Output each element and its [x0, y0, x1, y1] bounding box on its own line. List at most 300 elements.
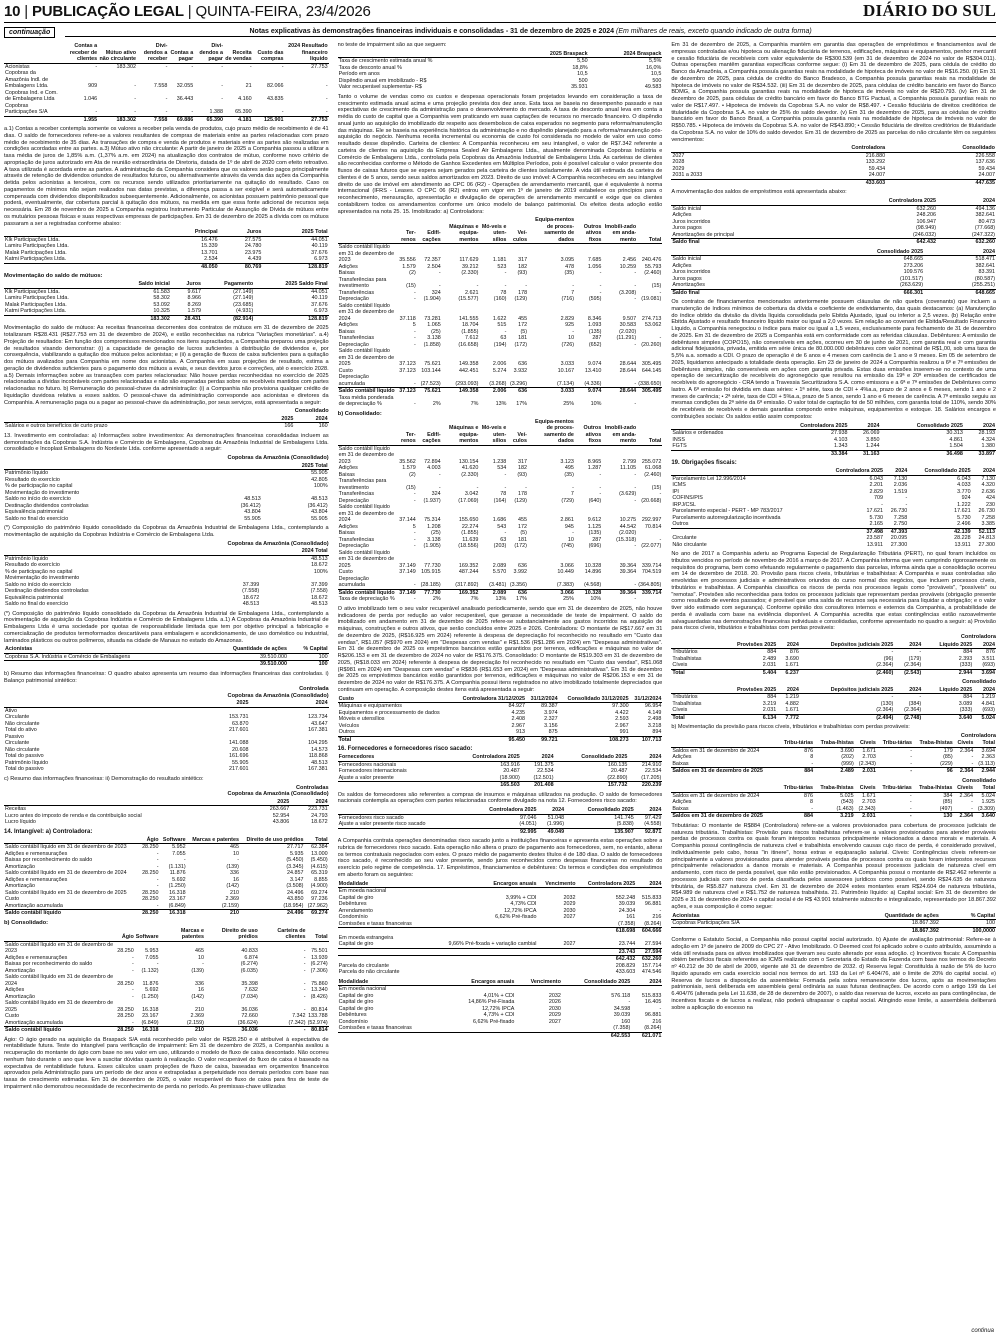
table-cell: 21: [245, 83, 252, 89]
table-row: [338, 445, 663, 465]
table-cell: 876: [985, 649, 995, 655]
table-cell: 9.074: [575, 388, 602, 395]
table-cell: -: [634, 497, 637, 504]
column-header: 2024: [294, 416, 328, 423]
table-cell: 5.404: [717, 669, 777, 676]
column-header: [671, 423, 763, 430]
table-cell: 4.235: [511, 709, 525, 716]
table-cell: (2.460): [644, 270, 662, 277]
table-cell: 100%: [313, 568, 328, 575]
table-cell: 2030: [548, 1005, 561, 1012]
table-cell: 28.250: [142, 844, 159, 850]
table-row: [338, 1032, 663, 1039]
investment-2024-note: (*) Composição do patrimônio líquido consolidado da Copobras da Amazônia Industrial de Embalagens Ltda., contemplando a movimentação de aquisição da Copobras Indústria e Comércio de Embalagens Ltda. a.1) A Copobras da Amazônia Industrial de Embalagens Ltda é uma sociedade por quotas de responsabilidade limitada que tem por objetivo principal a fabricação e comercialização de produtos termoformados descartáveis para embalagem e acondicionamento, de uso doméstico ou industrial, laminados plásticos ou outros polímeros, situada na cidade de Manaus no estado do Amazonas.: [4, 610, 329, 644]
table-cell: (139): [191, 967, 204, 974]
row-label: Condomínio: [338, 914, 368, 920]
table-row: [338, 388, 663, 395]
table-cell: 10: [567, 536, 574, 543]
table-cell: -: [599, 289, 602, 296]
table-cell: -: [191, 109, 194, 115]
table-row: [4, 70, 329, 90]
table-cell: 500: [578, 77, 588, 84]
row-label: Tributários: [672, 694, 698, 700]
column-header: [338, 217, 397, 244]
table-cell: 4.439: [247, 256, 262, 263]
table-row: [671, 475, 996, 482]
table-cell: 33.384: [763, 450, 848, 457]
table-cell: (1.131): [168, 863, 186, 870]
table-cell: 20.487: [610, 768, 628, 774]
table-cell: -: [877, 768, 913, 775]
table-cell: (2): [409, 270, 416, 277]
data-table: [4, 928, 329, 1034]
table-cell: 27.575: [244, 236, 262, 243]
table-cell: 1.219: [981, 694, 995, 700]
table-cell: (5): [520, 328, 528, 335]
table-cell: (17.205): [641, 774, 662, 781]
table-cell: 3.042: [464, 491, 479, 498]
table-cell: [537, 969, 576, 976]
column-header: [209, 463, 262, 470]
table-cell: 523: [497, 263, 507, 270]
table-cell: (1.937): [423, 497, 441, 504]
row-label: 2028: [672, 159, 685, 166]
row-label: [671, 927, 819, 934]
table-cell: 515.833: [641, 992, 662, 999]
table-cell: 100: [288, 661, 329, 668]
column-header: 2024: [884, 468, 908, 475]
table-cell: 3.066: [528, 589, 575, 596]
table-cell: (2.364): [904, 662, 922, 668]
column-header: Controladora 2025: [819, 468, 884, 475]
table-cell: -: [165, 109, 168, 115]
table-cell: 167.381: [308, 766, 328, 773]
row-label: Não circulante: [672, 541, 707, 548]
data-table: [671, 913, 996, 935]
column-2: [338, 42, 663, 1324]
table-cell: (2.020): [619, 530, 637, 537]
column-header: 31/12/2024: [630, 696, 663, 703]
table-cell: 1.925: [981, 799, 995, 806]
table-cell: (4.900): [310, 883, 328, 889]
column-header: Cíveis: [954, 740, 975, 747]
table-cell: 43.804: [244, 509, 261, 515]
table-row: [671, 232, 996, 239]
table-cell: 26.069: [863, 430, 880, 436]
table-cell: 10: [197, 954, 204, 961]
table-row: [671, 707, 996, 714]
table-row: [671, 289, 996, 296]
table-cell: -: [303, 954, 306, 961]
table-cell: -: [971, 805, 973, 812]
row-label: Movimentação do investimento: [5, 489, 80, 496]
table-cell: 287: [592, 536, 602, 543]
table-cell: -: [599, 283, 602, 290]
row-label: Transferências para investimento: [338, 478, 387, 491]
table-cell: 1.622: [492, 315, 507, 322]
table-cell: 69.274: [304, 910, 328, 917]
table-cell: -: [572, 530, 574, 537]
table-cell: 5.730: [957, 514, 971, 521]
row-label: Juros pagos: [672, 225, 702, 231]
table-cell: (3.268): [489, 380, 507, 387]
table-cell: -: [134, 96, 137, 102]
table-cell: 4.160: [238, 96, 252, 102]
table-header-row: [671, 740, 996, 747]
row-label: Saldo no final do exercício: [5, 515, 69, 522]
row-label: Total do ativo: [5, 727, 37, 734]
table-cell: 1.093: [587, 322, 602, 329]
row-label: Movimentação do investimento: [5, 575, 80, 581]
table-cell: 24.304: [618, 907, 636, 914]
table-row: [4, 903, 329, 910]
column-header: Saldo inicial: [115, 281, 171, 288]
table-row: [671, 205, 996, 212]
row-label: Cíveis: [672, 662, 688, 668]
table-cell: (2.020): [619, 328, 637, 335]
table-header-row: [338, 979, 663, 986]
table-cell: 37.676: [311, 249, 328, 256]
column-header: 2025: [260, 416, 294, 423]
table-cell: 12,72% IPCA: [504, 907, 537, 914]
row-label: Saldo no final do exercício: [5, 601, 69, 607]
table-cell: 220.239: [628, 782, 662, 789]
table-cell: 37.118: [399, 315, 416, 322]
table-cell: 72.894: [424, 458, 441, 465]
table-cell: 324: [431, 289, 441, 296]
table-cell: 465: [229, 844, 239, 850]
row-label: Custo: [338, 367, 353, 374]
row-label: Saldo contábil líquido: [4, 1027, 116, 1034]
table-cell: 534: [497, 465, 507, 472]
table-cell: 8: [810, 754, 814, 761]
table-cell: 70.814: [644, 523, 662, 530]
impairment-intro: no teste de impairment são as que seguem:: [337, 42, 447, 48]
row-label: Amortizações: [672, 282, 705, 288]
table-cell: (25): [431, 530, 441, 537]
table-cell: 65.390: [235, 109, 252, 115]
intangible-heading: 14. Intangível: a) Controladora:: [4, 828, 93, 835]
table-cell: 27.938: [831, 430, 848, 436]
table-header-row: [4, 416, 329, 423]
row-label: Depreciação: [338, 543, 369, 550]
table-cell: 7: [570, 491, 574, 498]
column-header: Total: [307, 928, 329, 942]
table-cell: 3.219: [814, 813, 855, 820]
row-label: Lamiru Participações Ltda.: [5, 243, 69, 250]
table-row: [338, 828, 663, 835]
table-cell: -: [634, 596, 637, 603]
table-cell: 182: [517, 465, 527, 472]
table-cell: 30.583: [619, 322, 637, 329]
table-cell: 1.579: [187, 308, 202, 315]
table-cell: 37.399: [242, 581, 260, 588]
table-cell: 182: [518, 263, 528, 270]
table-cell: (8.264): [644, 1025, 662, 1031]
table-cell: 6.973: [314, 308, 328, 315]
table-row: [4, 315, 329, 322]
table-cell: 96.954: [644, 703, 662, 709]
table-cell: 3.138: [427, 536, 441, 543]
table-cell: 925: [565, 322, 575, 329]
table-cell: -: [504, 328, 507, 335]
table-cell: 12,72% IPCA: [482, 1005, 515, 1012]
column-header: Outros ativos fixos: [575, 217, 602, 244]
table-row: [338, 736, 663, 743]
table-cell: 23.587: [866, 535, 883, 541]
table-cell: 642.432: [577, 956, 637, 963]
row-label: Saldos em 31 de dezembro de 2025: [671, 768, 778, 775]
data-table: [671, 198, 996, 246]
column-header: 2024: [849, 423, 881, 430]
table-cell: 382.641: [975, 262, 995, 269]
table-cell: 17.621: [954, 508, 971, 514]
table-cell: (1.463): [836, 805, 854, 812]
table-cell: 3.219: [762, 700, 777, 707]
table-cell: 7.342: [292, 1013, 306, 1019]
column-header: Edifí-cações: [417, 217, 442, 244]
table-cell: 16.318: [142, 1006, 159, 1013]
table-cell: -: [413, 401, 416, 408]
table-cell: 248.206: [916, 212, 937, 218]
row-label: Amortizações de principal: [672, 231, 735, 238]
provisions-note: Tributárias: O montante de R$884 (Controladora) refere-se a valores provisionados para cobertura de processos judiciais de natureza tributária. Trabalhistas: Provisão para riscos trabalhistas referem-se a valores provisionados para atender prováveis perdas de processos contra os quais foram interpostos recursos principalmente relacionados a danos morais e materiais. A Companhia possui contingência de natureza cível e trabalhista envolvendo causas cujo risco de perda, é considerado provável, individualmente pelo cabo, horas "in itinere", horas extras e equiparação salarial. Cíveis: Contingências cíveis referem-se principalmente a valores provisionados para atender prováveis perdas de processos contra os quais foram interpostos recursos principalmente relacionados a danos morais e materiais. A Companhia possui processos judiciais de natureza cível em andamento, com risco de perda possível, que não estão provisionados. A Companhia possui o montante de R$2.462 referente a processos judiciais com risco de perda classificada pelos assessores jurídicos como possível, sendo R$24.635 de natureza tributária, de R$5.827 natureza cível. Em 31 de dezembro de 2024 estes montantes eram R$24.604 de natureza tributária, R$4.989 de natureza cível e R$1.752 de natureza trabalhista. 21. Patrimônio líquido: a) Capital social: Em 31 de dezembro de 2025 e 31 de dezembro de 2024 o capital social é de R$ 43.901 totalmente subscrito e integralizado, representado por 18.867.392 ações, e sua composição é como segue:: [671, 822, 996, 910]
table-row: [338, 504, 663, 524]
table-cell: 2%: [432, 401, 441, 408]
table-cell: 210: [194, 1006, 204, 1013]
data-table: [4, 837, 329, 917]
table-row: [338, 921, 663, 928]
table-cell: (7.558): [242, 588, 260, 594]
column-header: Outros ativos fixos: [575, 419, 602, 446]
data-table: [4, 700, 329, 773]
column-header: 2024: [631, 979, 662, 986]
table-row: [4, 941, 329, 955]
table-cell: 27.717: [286, 844, 304, 850]
table-cell: -: [891, 694, 894, 700]
table-cell: 17%: [516, 401, 528, 408]
table-cell: [515, 1025, 562, 1032]
table-cell: 37.149: [396, 589, 416, 596]
tax-obligations-table: [671, 468, 996, 548]
table-cell: 153.731: [228, 714, 249, 721]
table-cell: 27.753: [311, 63, 328, 70]
column-header: Ágio: [139, 837, 159, 844]
table-cell: 2.944: [922, 669, 973, 676]
table-cell: 913: [516, 729, 525, 735]
table-cell: 10.449: [557, 569, 574, 576]
column-header: 2024: [924, 249, 996, 256]
table-cell: 42.139: [908, 528, 971, 535]
table-cell: 495: [564, 465, 574, 472]
table-cell: 5.953: [145, 948, 159, 954]
table-cell: 39.364: [619, 569, 637, 576]
row-label: Salários e outros benefícios de curto prazo: [5, 423, 108, 430]
table-cell: -: [156, 902, 159, 909]
table-cell: 10: [568, 335, 575, 342]
table-cell: 382.641: [975, 212, 995, 218]
row-label: Saldo final: [671, 239, 821, 246]
table-cell: 44.542: [619, 523, 637, 530]
data-table: [4, 229, 329, 270]
row-label: Tributários: [672, 649, 698, 655]
table-cell: 22.274: [461, 523, 479, 530]
table-cell: 1.519: [893, 488, 908, 495]
table-cell: (6.849): [141, 1019, 159, 1026]
table-cell: -: [971, 799, 973, 806]
row-label: Capital de giro: [338, 941, 374, 947]
table-cell: 53.092: [153, 301, 170, 308]
table-cell: 9,66% Pré-fixada + variação cambial: [448, 941, 537, 947]
table-cell: (999): [841, 760, 854, 767]
table-cell: 518.471: [975, 256, 995, 262]
table-cell: 48.513: [311, 496, 328, 502]
row-label: Saldo contábil líquido em 31 de dezembro de 2025: [338, 549, 395, 569]
table-cell: -: [438, 270, 441, 277]
row-label: [338, 956, 429, 963]
table-cell: 27.300: [890, 541, 908, 548]
table-cell: 37.498: [819, 528, 884, 535]
column-header: [4, 416, 260, 423]
column-header: Traba-lhistas: [814, 785, 855, 792]
table-cell: 217.601: [228, 727, 249, 734]
table-cell: (247.322): [971, 231, 995, 238]
table-cell: 183.302: [98, 116, 137, 123]
table-cell: 2029: [563, 901, 576, 907]
table-cell: 28.644: [602, 388, 637, 395]
data-table: [338, 979, 663, 1040]
table-cell: -: [659, 536, 662, 543]
loans-movement-label: Movimentação do saldo de mútuos:: [4, 273, 103, 280]
row-label: Total: [671, 669, 717, 676]
table-cell: 141.088: [228, 740, 249, 747]
table-cell: 3.147: [289, 876, 304, 883]
table-cell: 5,5%: [649, 58, 662, 65]
table-cell: 5.730: [869, 514, 883, 521]
table-row: [338, 782, 663, 789]
loans-principal-table: [4, 229, 329, 270]
column-header: Traba-lhistas: [814, 740, 855, 747]
provisions-movement-intro: b) Movimentação da provisão para riscos cíveis, tributários e trabalhistas com perdas prováveis:: [671, 724, 910, 730]
row-label: Total do passivo: [5, 753, 44, 760]
table-cell: (333): [959, 662, 973, 668]
table-row: [671, 430, 996, 437]
table-cell: [429, 969, 538, 976]
column-header: Consolidado 2025: [908, 468, 971, 475]
table-cell: 28.228: [954, 535, 971, 541]
table-cell: 13.000: [311, 850, 328, 857]
table-cell: 24.857: [286, 870, 304, 876]
column-header: [338, 807, 467, 814]
table-cell: 1.208: [427, 523, 441, 530]
table-cell: 44.051: [311, 288, 328, 295]
table-cell: 73.281: [424, 315, 441, 322]
table-cell: 709: [873, 495, 883, 501]
table-cell: 37.676: [311, 301, 328, 308]
table-cell: 447.635: [886, 179, 996, 186]
table-cell: (160): [493, 296, 507, 303]
table-cell: (2.460): [644, 471, 662, 478]
data-table: [671, 687, 996, 722]
table-cell: 48.513: [311, 759, 328, 766]
table-cell: 1.287: [587, 465, 602, 472]
table-cell: 3.974: [544, 709, 558, 716]
row-label: Adições: [338, 465, 358, 472]
table-cell: 884: [963, 649, 973, 655]
table-cell: 15.339: [201, 243, 218, 250]
table-cell: [637, 596, 662, 603]
loans-movement-consolidated-table: [671, 249, 996, 297]
table-cell: 6.043: [957, 475, 971, 482]
table-cell: 217.601: [228, 766, 249, 773]
row-label: Katmi Participações Ltda.: [5, 308, 67, 315]
table-cell: 317: [517, 458, 527, 465]
table-cell: 24.813: [978, 535, 995, 541]
row-label: Baixas por reconhecimento do saldo: [5, 857, 93, 863]
table-cell: 487.244: [458, 569, 479, 576]
risk-drawn-note: A Companhia contrata operações denominadas risco sacado junto a instituições financeiras e apresenta estas operações sobre a rubrica de fornecedores risco sacado. Esta operação não altera o prazo de pagamento aos fornecedores, sem, no entanto, alterar os termos contratuais negociados com estes. O prazo médio de pagamento destes títulos é de 180 dias. O saldo de fornecedores risco sacado, é reconhecido ao seu valor presente, sendo juros reconhecidos como despesas financeiras no resultado do exercício pelo regime de competência. 17. Empréstimos, financiamentos e debêntures: Os termos e condições dos empréstimos em aberto foram os seguintes:: [337, 838, 663, 878]
row-label: Baixas: [338, 270, 355, 277]
row-label: % de participação no capital: [5, 568, 73, 575]
table-row: [338, 986, 663, 993]
table-cell: 181: [518, 335, 528, 342]
column-header: [4, 281, 115, 288]
table-cell: 75.860: [311, 980, 328, 987]
table-cell: 75.621: [424, 361, 441, 368]
column-header: 2025 Total: [262, 463, 329, 470]
suppliers-note: Os saldos de fornecedores são referentes a compras de insumos e máquinas utilizados na produção. O saldo de fornecedores nacionais contempla as operações com partes relacionadas conforme divulgado na nota 12. Fornecedores risco sacado:: [337, 791, 663, 805]
table-cell: (716): [561, 296, 575, 303]
table-cell: 1.955: [62, 116, 98, 123]
table-cell: 3.694: [981, 747, 995, 754]
table-cell: -: [303, 980, 306, 987]
table-cell: -: [438, 484, 441, 491]
table-cell: 1.343: [834, 443, 848, 449]
table-row: [4, 288, 329, 295]
column-header: Provisões 2025: [717, 642, 777, 649]
column-header: Tribu-tárias: [778, 785, 814, 792]
row-label: Circulante: [672, 535, 697, 541]
table-cell: 13.911: [954, 541, 971, 548]
table-row: [338, 761, 663, 768]
table-cell: 3.089: [958, 700, 973, 707]
data-table: [671, 145, 996, 186]
column-header: Edifí-cações: [417, 419, 442, 446]
data-table: [338, 696, 663, 744]
table-cell: (27.149): [233, 295, 254, 302]
table-cell: 2.006: [492, 361, 507, 368]
column-header: [671, 198, 821, 205]
row-label: Saldo contábil líquido em 31 de dezembro de 2024: [5, 870, 127, 876]
table-cell: -: [572, 283, 575, 290]
table-header-row: [671, 145, 996, 152]
table-cell: [577, 888, 637, 895]
table-cell: -: [95, 63, 98, 70]
column-header: Contas a receber de clientes: [62, 43, 98, 63]
table-cell: 5.274: [492, 367, 507, 374]
table-cell: 18,8%: [572, 64, 588, 71]
table-cell: 10,5: [577, 71, 588, 78]
table-cell: 2027: [563, 941, 576, 947]
table-header-row: [4, 548, 329, 555]
table-cell: 28.250: [117, 1027, 134, 1033]
table-cell: 2.703: [862, 799, 876, 806]
table-cell: 40.119: [311, 243, 328, 250]
table-cell: 160.135: [607, 761, 628, 768]
column-header: Ter-renos: [396, 419, 416, 446]
table-cell: (7.558): [310, 588, 328, 594]
table-cell: 991: [619, 729, 629, 735]
